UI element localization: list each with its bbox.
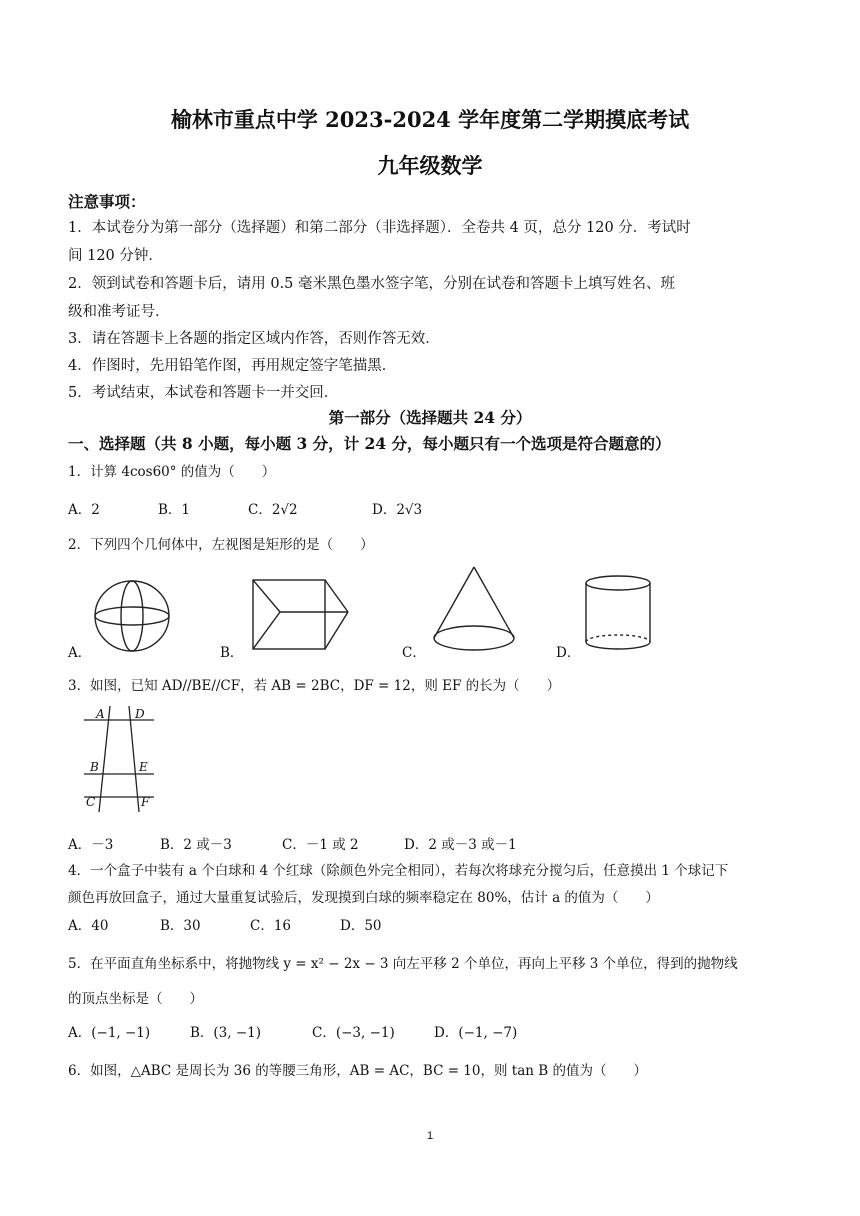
q3-option-d: D．2 或－3 或－1 — [404, 837, 517, 853]
q2-option-c: C． — [402, 645, 426, 661]
notice-item: 3．请在答题卡上各题的指定区域内作答，否则作答无效． — [68, 331, 440, 347]
q4-option-a: A．40 — [68, 918, 109, 934]
notice-item: 4．作图时，先用铅笔作图，再用规定签字笔描黑． — [68, 358, 397, 374]
notice-item: 2．领到试卷和答题卡后，请用 0.5 毫米黑色墨水签字笔，分别在试卷和答题卡上填写姓名、班 — [68, 276, 675, 292]
prism-figure — [248, 576, 358, 654]
page-number: 1 — [426, 1130, 434, 1142]
q3-option-a: A．－3 — [68, 837, 114, 853]
q5-option-d: D．(−1, −7) — [434, 1025, 518, 1041]
q5-option-a: A．(−1, −1) — [68, 1025, 151, 1041]
q5-option-c: C．(−3, −1) — [312, 1025, 395, 1041]
notice-item: 5．考试结束，本试卷和答题卡一并交回． — [68, 385, 339, 401]
question-2-stem: 2．下列四个几何体中，左视图是矩形的是（ ） — [68, 537, 374, 553]
exam-title: 榆林市重点中学 2023-2024 学年度第二学期摸底考试 — [170, 107, 690, 132]
q4-option-d: D．50 — [340, 918, 382, 934]
q2-option-a: A． — [68, 645, 92, 661]
question-1-stem: 1．计算 4cos60° 的值为（ ） — [68, 464, 276, 480]
q5-option-b: B．(3, −1) — [190, 1025, 262, 1041]
cylinder-figure — [582, 574, 654, 654]
notice-heading: 注意事项： — [68, 192, 146, 211]
question-5-line2: 的顶点坐标是（ ） — [68, 991, 203, 1007]
q3-option-c: C．－1 或 2 — [282, 837, 359, 853]
q2-option-d: D． — [556, 645, 581, 661]
q1-option-d: D．2√3 — [372, 502, 423, 518]
point-label-e: E — [139, 760, 148, 774]
point-label-b: B — [90, 760, 99, 774]
point-label-d: D — [135, 707, 145, 721]
notice-item: 级和准考证号． — [68, 304, 170, 320]
question-4-line1: 4．一个盒子中装有 a 个白球和 4 个红球（除颜色外完全相同），若每次将球充分搅匀后，任意摸出 1 个球记下 — [68, 863, 729, 879]
q4-option-c: C．16 — [250, 918, 292, 934]
question-6-stem: 6．如图，△ABC 是周长为 36 的等腰三角形，AB = AC，BC = 10，则 tan B 的值为（ ） — [68, 1063, 647, 1079]
q4-option-b: B．30 — [160, 918, 201, 934]
question-5-line1: 5．在平面直角坐标系中，将抛物线 y = x² − 2x − 3 向左平移 2 个单位，再向上平移 3 个单位，得到的抛物线 — [68, 956, 738, 972]
sphere-figure — [92, 578, 172, 654]
q1-option-b: B．1 — [158, 502, 191, 518]
q1-option-a: A．2 — [68, 502, 100, 518]
q3-option-b: B．2 或－3 — [160, 837, 232, 853]
point-label-f: F — [141, 795, 150, 809]
cone-figure — [426, 564, 522, 656]
q2-option-b: B． — [220, 645, 244, 661]
notice-item: 间 120 分钟． — [68, 248, 163, 264]
notice-item: 1．本试卷分为第一部分（选择题）和第二部分（非选择题）．全卷共 4 页，总分 120 分．考试时 — [68, 220, 691, 236]
point-label-c: C — [86, 795, 96, 809]
exam-subtitle: 九年级数学 — [377, 153, 483, 178]
part-heading: 第一部分（选择题共 24 分） — [328, 408, 532, 427]
section-heading: 一、选择题（共 8 小题，每小题 3 分，计 24 分，每小题只有一个选项是符合题意的） — [68, 434, 671, 453]
question-4-line2: 颜色再放回盒子，通过大量重复试验后，发现摸到白球的频率稳定在 80%，估计 a 的值为（ ） — [68, 890, 659, 906]
point-label-a: A — [96, 707, 105, 721]
q1-option-c: C．2√2 — [248, 502, 298, 518]
question-3-stem: 3．如图，已知 AD//BE//CF，若 AB = 2BC，DF = 12，则 EF 的长为（ ） — [68, 678, 561, 694]
